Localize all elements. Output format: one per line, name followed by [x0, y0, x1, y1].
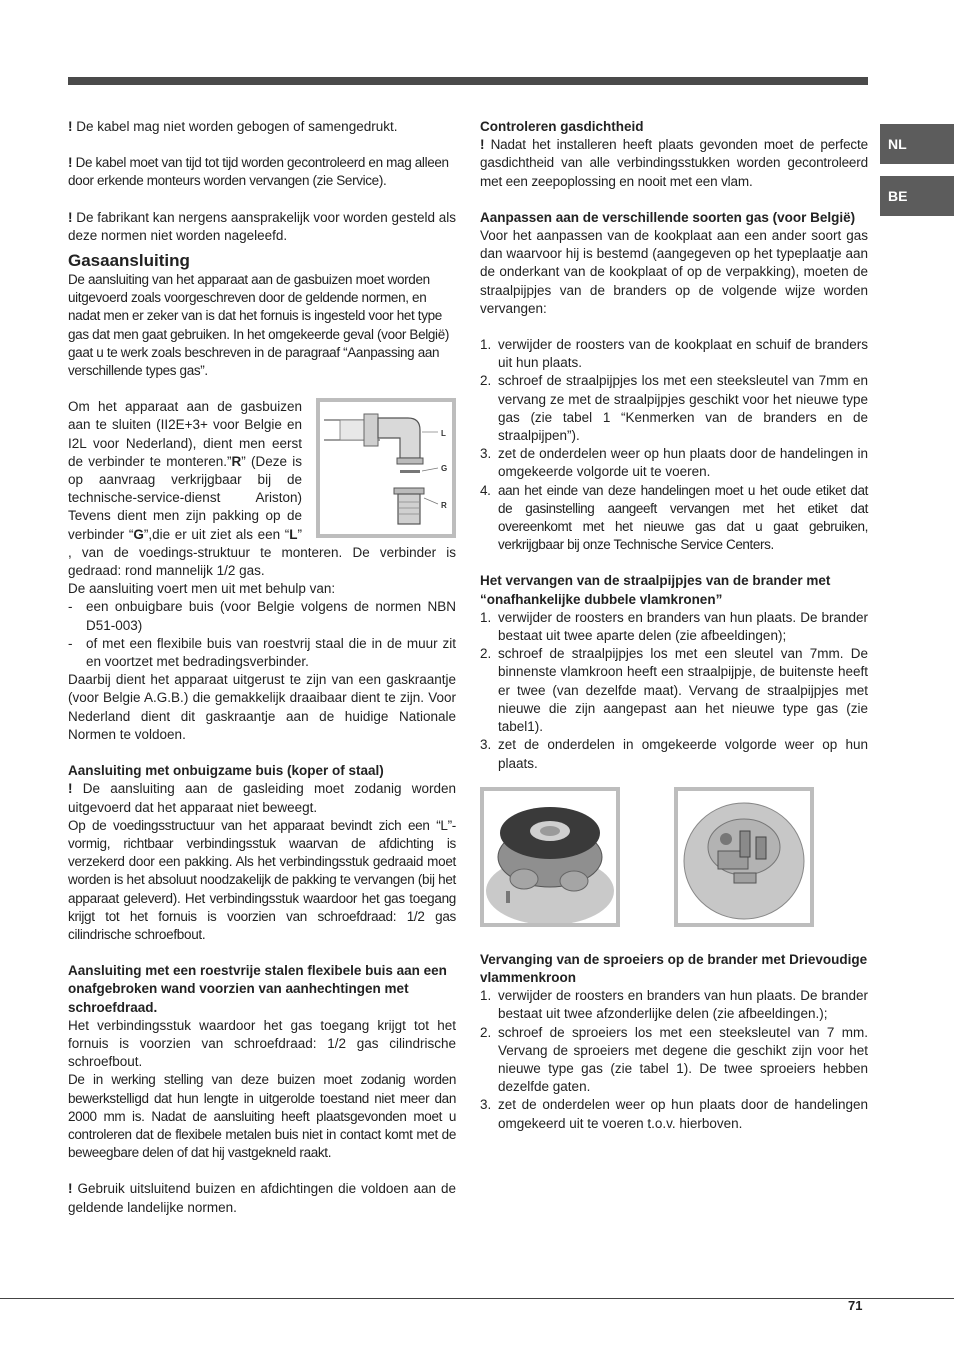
list-item: 1. verwijder de roosters en branders van hun plaats. De brander bestaat uit twee afzonderlijke delen (zie afbeeldingen.);	[480, 988, 868, 1022]
triple-crown-steps-list	[480, 987, 868, 1133]
subheading-double-crown: Het vervangen van de straalpijpjes van de brander met “onafhankelijke dubbele vlamkronen”	[480, 573, 831, 607]
language-tab-be[interactable]: BE	[880, 176, 954, 216]
connector-diagram-svg	[320, 402, 452, 534]
double-crown-steps-list	[480, 609, 868, 773]
gas-connection-intro: De aansluiting van het apparaat aan de gasbuizen moet worden uitgevoerd zoals voorgeschreven door de geldende normen, en nadat men er zeker van is dat het fornuis is ingesteld voor het type gas dat men gaat gebruiken. In het omgekeerde geval (voor België) gaat u te werk zoals beschreven in de paragraaf “Aanpassing aan verschillende types gas”.	[68, 272, 449, 379]
connection-methods-list	[68, 598, 456, 671]
gas-tightness-text: ! Nadat het installeren heeft plaats gevonden moet de perfecte gasdichtheid van alle verbindingsstukken worden gecontroleerd met een zeepoplossing en nooit met een vlam.	[480, 137, 868, 189]
bottom-rule	[0, 1298, 954, 1299]
list-item: 2. schroef de straalpijpjes los met een sleutel van 7mm. De binnenste vlamkroon heeft een straalpijpje, de buitenste heeft er twee (van dezelfde maat). Vervang de straalpijpjes met nieuwe die zijn aangepast aan het nieuwe type gas (zie tabel1).	[480, 646, 868, 735]
page-number: 71	[848, 1298, 863, 1313]
diagram-label-l: L	[441, 429, 446, 439]
section-heading-gasaansluiting: Gasaansluiting	[68, 251, 190, 271]
list-item: 4. aan het einde van deze handelingen moet u het oude etiket dat de gasinstelling aangeeft vervangen met het etiket dat overeenkomt met het nieuwe gas dat u gaat gebruiken, verkrijgbaar bij onze Technische Service Centers.	[480, 482, 868, 553]
subheading-gas-tightness: Controleren gasdichtheid	[480, 119, 644, 134]
subheading-gas-adaptation: Aanpassen aan de verschillende soorten gas (voor België)	[480, 209, 856, 225]
flexible-pipe-text-2: De in werking stelling van deze buizen moet zodanig worden bewerkstelligd dat hun lengte in uitgerolde toestand niet meer dan 2000 mm is. Nadat de aansluiting heeft plaatsgevonden moet u controleren dat de flexibele metalen buis niet in contact komt met de beweegbare delen of dat hij vastgekneld raakt.	[68, 1072, 456, 1161]
rigid-pipe-text: Op de voedingsstructuur van het apparaat bevindt zich een “L”-vormig, richtbaar verbindingsstuk waarvan de afdichting is verzekerd door een pakking. Als het verbindingsstuk gedraaid moet worden is het absoluut noodzakelijk de pakking te vervangen (bij het apparaat geleverd). Het verbindingsstuk waardoor het gas toegang krijgt tot het fornuis is voorzien van schroefdraad: 1/2 gas cilindrische schroefbout.	[68, 817, 456, 942]
warning-cable-bend: ! De kabel mag niet worden gebogen of samengedrukt.	[68, 119, 398, 134]
connector-mounting-text: Om het apparaat aan de gasbuizen aan te sluiten (II2E+3+ voor Belgie en I2L voor Nederland), dient men eerst de verbinder te monteren.”R” (Deze is op aanvraag verkrijgbaar bij de technische-service-dienst Ariston) Tevens dient men zijn pakking op de verbinder “G”,die er uit ziet als een “L” , van de voedings-struktuur te monteren. De verbinder is gedraad: rond mannelijk 1/2 gas.	[68, 399, 456, 579]
burner-base-illustration	[678, 791, 810, 923]
list-item: 1. verwijder de roosters en branders van hun plaats. De brander bestaat uit twee aparte delen (zie afbeeldingen);	[480, 609, 868, 644]
flexible-pipe-text-1: Het verbindingsstuk waardoor het gas toegang krijgt tot het fornuis is voorzien van schroefdraad: 1/2 gas cilindrische schroefbout.	[68, 1017, 456, 1070]
list-item: 2. schroef de straalpijpjes los met een steeksleutel van 7mm en vervang ze met de straalpijpjes geschikt voor het nieuwe type gas (zie tabel 1 “Kenmerken van de branders en de straalpijpen”).	[480, 373, 868, 444]
warning-cable-check: ! De kabel moet van tijd tot tijd worden gecontroleerd en mag alleen door erkende monteurs worden vervangen (zie Service).	[68, 155, 449, 189]
list-item: 3. zet de onderdelen weer op hun plaats door de handelingen omgekeerd uit te voeren t.o.v. hierboven.	[480, 1097, 868, 1131]
list-item: 3. zet de onderdelen in omgekeerde volgorde weer op hun plaats.	[480, 737, 868, 771]
connection-methods-intro: De aansluiting voert men uit met behulp van:	[68, 581, 336, 597]
warning-manufacturer: ! De fabrikant kan nergens aansprakelijk voor worden gesteld als deze normen niet worden nageleefd.	[68, 209, 456, 243]
gas-adaptation-intro: Voor het aanpassen van de kookplaat aan een ander soort gas dan waarvoor hij is bestemd (aangegeven op het typeplaatje aan de onderkant van de kookplaat of op de verpakking), moeten de straalpijpjes van de branders op de volgende wijze worden vervangen:	[480, 228, 868, 316]
subheading-rigid-pipe: Aansluiting met onbuigzame buis (koper of staal)	[68, 763, 384, 779]
diagram-label-r: R	[441, 501, 447, 511]
left-column	[68, 118, 456, 1217]
rigid-pipe-warning: ! De aansluiting aan de gasleiding moet zodanig worden uitgevoerd dat het apparaat niet beweegt.	[68, 781, 456, 815]
subheading-triple-crown: Vervanging van de sproeiers op de brander met Drievoudige vlammenkroon	[480, 951, 868, 985]
list-item: - of met een flexibile buis van roestvrij staal die in de muur zit en voortzet met bedradingsverbinder.	[68, 635, 456, 670]
list-item: 3. zet de onderdelen weer op hun plaats door de handelingen in omgekeerde volgorde uit te voeren.	[480, 446, 868, 480]
connector-diagram	[316, 398, 456, 538]
gas-tap-text: Daarbij dient het apparaat uitgerust te zijn van een gaskraantje (voor Belgie A.G.B.) die gemakkelijk draaibaar dient te zijn. Voor Nederland dient dit gaskraantje aan de huidige Nationale Normen te voldoen.	[68, 672, 456, 742]
warning-norms: ! Gebruik uitsluitend buizen en afdichtingen die voldoen aan de geldende landelijke normen.	[68, 1181, 456, 1215]
list-item: - een onbuigbare buis (voor Belgie volgens de normen NBN D51-003)	[68, 599, 456, 633]
list-item: 2. schroef de sproeiers los met een steeksleutel van 7 mm. Vervang de sproeiers met degene die geschikt zijn voor het nieuwe type gas (zie tabel 1). De twee sproeiers hebben dezelfde gaten.	[480, 1024, 868, 1095]
burner-photos	[480, 787, 868, 933]
adaptation-steps-list	[480, 336, 868, 554]
list-item: 1. verwijder de roosters van de kookplaat en schuif de branders uit hun plaats.	[480, 337, 868, 371]
top-rule	[68, 77, 868, 85]
burner-base-photo	[674, 787, 814, 927]
burner-crown-illustration	[484, 791, 616, 923]
subheading-flexible-pipe: Aansluiting met een roestvrije stalen flexibele buis aan een onafgebroken wand voorzien van aanhechtingen met schroefdraad.	[68, 963, 447, 1015]
right-column	[480, 118, 868, 1133]
burner-crown-photo	[480, 787, 620, 927]
diagram-label-g: G	[441, 464, 448, 474]
language-tab-nl[interactable]: NL	[880, 124, 954, 164]
